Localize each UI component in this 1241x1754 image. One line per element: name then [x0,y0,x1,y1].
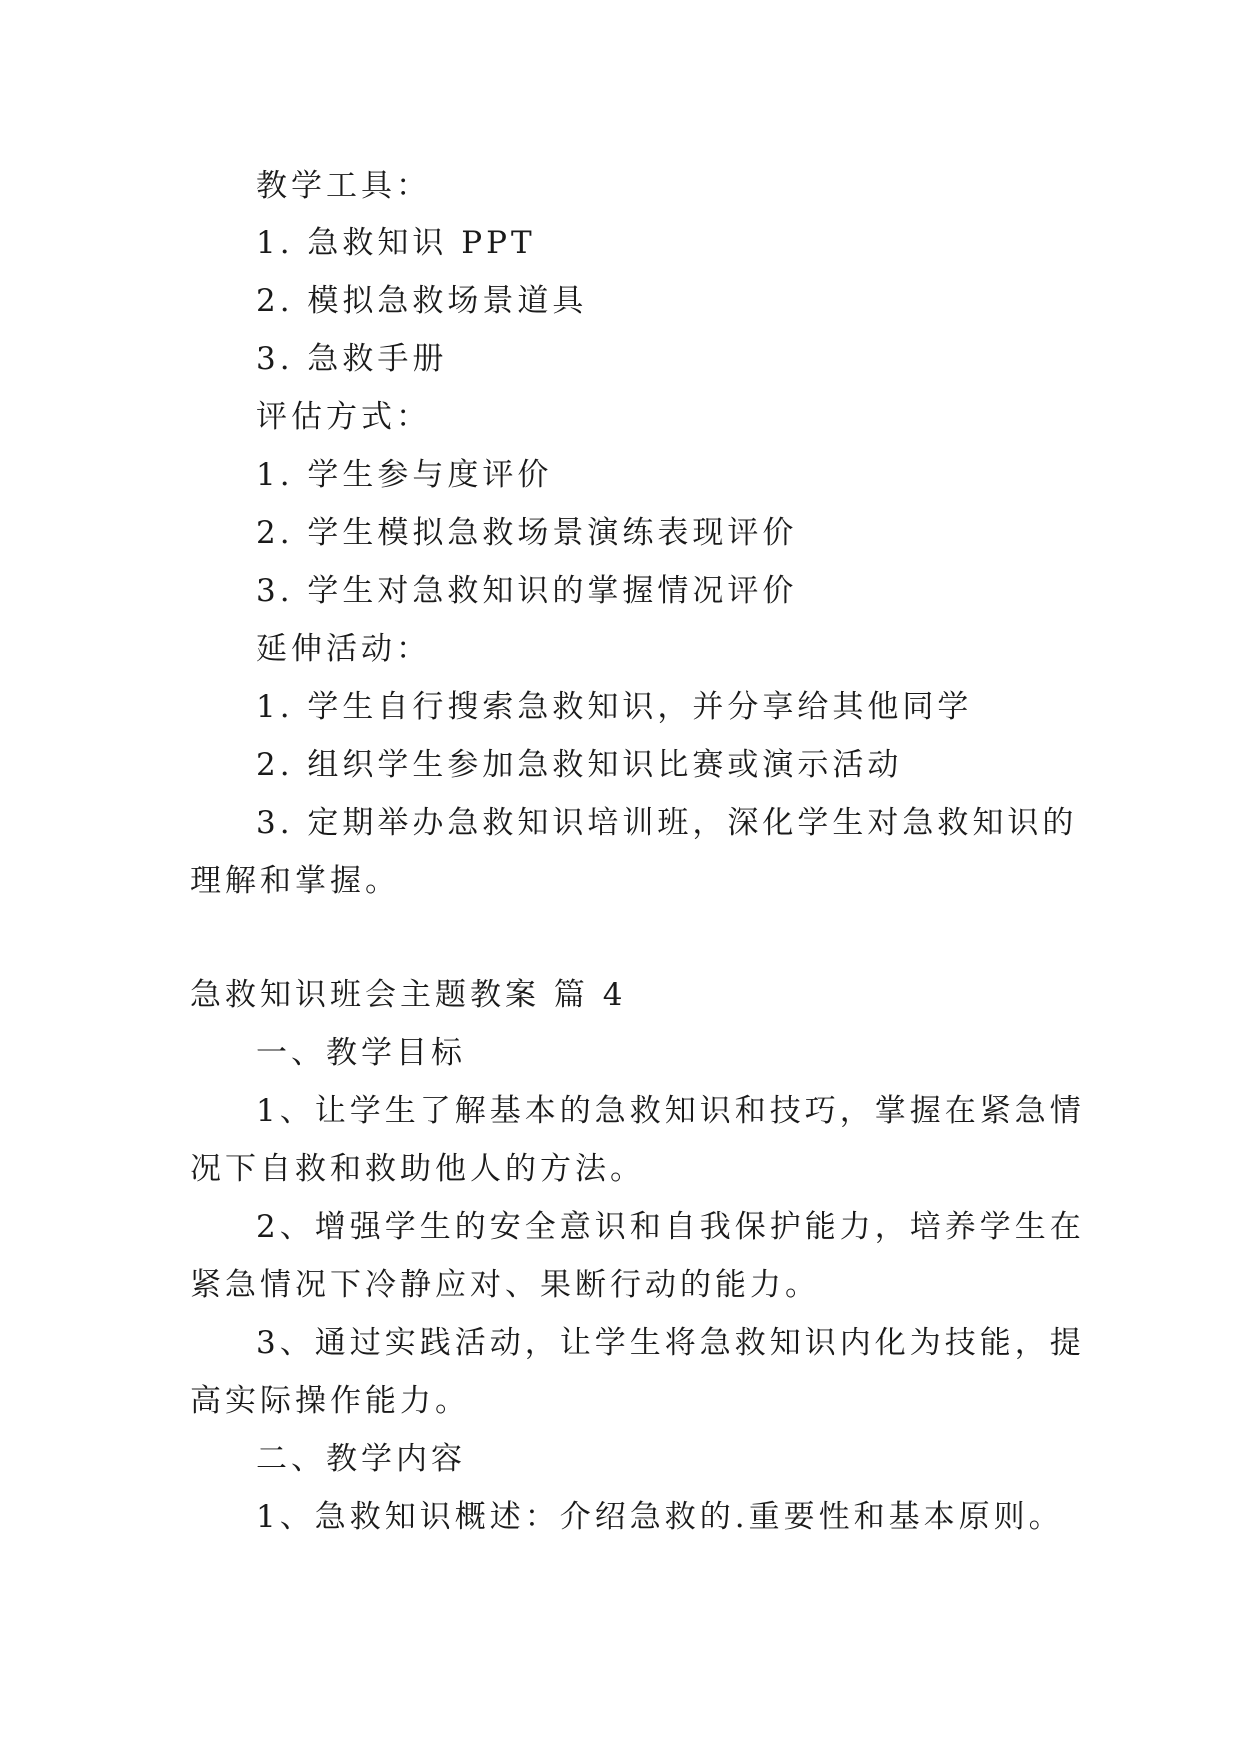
goals-heading: 一、教学目标 [256,1035,466,1071]
goal-item: 3、通过实践活动，让学生将急救知识内化为技能，提 [256,1325,1085,1361]
content-item: 1、急救知识概述：介绍急救的.重要性和基本原则。 [256,1499,1064,1535]
goal-item: 2、增强学生的安全意识和自我保护能力，培养学生在 [256,1209,1085,1245]
content-heading: 二、教学内容 [256,1441,466,1477]
evaluation-item: 2. 学生模拟急救场景演练表现评价 [256,515,798,551]
extension-item-continuation: 理解和掌握。 [190,863,400,899]
goal-item-continuation: 高实际操作能力。 [190,1383,470,1419]
tools-item: 2. 模拟急救场景道具 [256,283,588,319]
evaluation-heading: 评估方式： [256,399,431,435]
tools-item: 1. 急救知识 PPT [256,225,536,261]
evaluation-item: 3. 学生对急救知识的掌握情况评价 [256,573,798,609]
evaluation-item: 1. 学生参与度评价 [256,457,553,493]
tools-heading: 教学工具： [256,168,431,204]
extension-item: 3. 定期举办急救知识培训班，深化学生对急救知识的 [256,805,1078,841]
goal-item: 1、让学生了解基本的急救知识和技巧，掌握在紧急情 [256,1093,1085,1129]
lesson-title: 急救知识班会主题教案 篇 4 [190,977,627,1013]
tools-item: 3. 急救手册 [256,341,448,377]
goal-item-continuation: 况下自救和救助他人的方法。 [190,1151,645,1187]
extension-heading: 延伸活动： [256,631,431,667]
extension-item: 2. 组织学生参加急救知识比赛或演示活动 [256,747,903,783]
goal-item-continuation: 紧急情况下冷静应对、果断行动的能力。 [190,1267,820,1303]
extension-item: 1. 学生自行搜索急救知识，并分享给其他同学 [256,689,973,725]
